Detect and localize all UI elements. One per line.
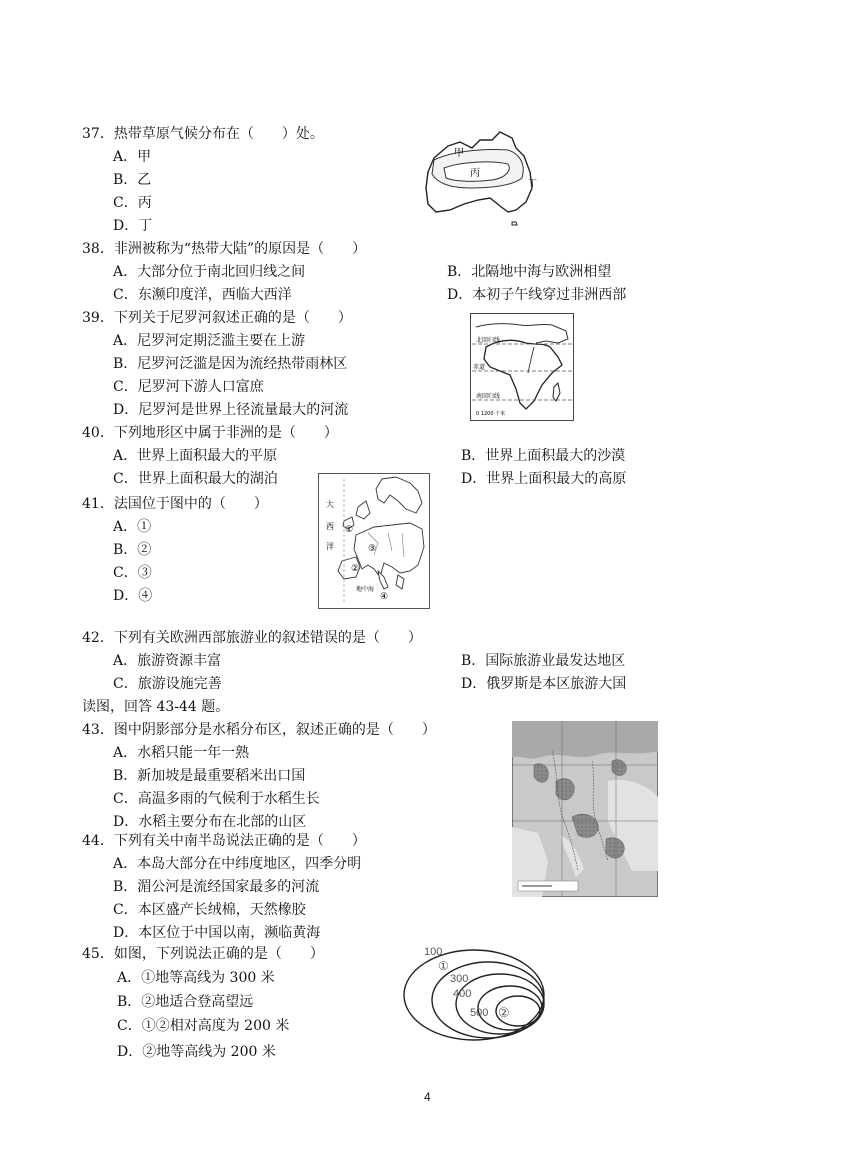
contour-300-label: 300 bbox=[450, 973, 469, 985]
q37-map-label-jia: 甲 bbox=[454, 148, 464, 159]
q38-option-d: D．本初子午线穿过非洲西部 bbox=[447, 287, 627, 303]
point-1-marker: ① bbox=[438, 959, 449, 973]
q44-option-c: C．本区盛产长绒棉，天然橡胶 bbox=[113, 902, 306, 918]
atlantic-label-xi: 西 bbox=[326, 522, 334, 531]
europe-marker-4: ④ bbox=[380, 592, 389, 602]
europe-map bbox=[318, 473, 430, 609]
q42-option-a: A．旅游资源丰富 bbox=[113, 653, 222, 669]
tropic-of-cancer-label: 北回归线 bbox=[476, 337, 501, 344]
q37-map-label-bing: 丙 bbox=[470, 168, 480, 179]
contour-100-label: 100 bbox=[424, 946, 443, 958]
indochina-rice-map bbox=[512, 721, 658, 897]
q38-stem: 38．非洲被称为“热带大陆”的原因是（ ） bbox=[82, 241, 367, 257]
q37-option-d: D．丁 bbox=[113, 218, 153, 234]
q39-option-d: D．尼罗河是世界上径流量最大的河流 bbox=[113, 402, 349, 418]
europe-marker-2: ② bbox=[351, 564, 360, 574]
europe-marker-3: ③ bbox=[368, 544, 377, 554]
q40-option-d: D．世界上面积最大的高原 bbox=[461, 471, 627, 487]
australia-climate-map bbox=[420, 128, 540, 226]
q44-option-b: B．湄公河是流经国家最多的河流 bbox=[113, 879, 320, 895]
q43-option-a: A．水稻只能一年一熟 bbox=[113, 745, 250, 761]
q37-option-a: A．甲 bbox=[113, 149, 152, 165]
q41-option-a: A．① bbox=[113, 519, 152, 535]
europe-marker-1: ① bbox=[345, 525, 354, 535]
q45-option-b: B．②地适合登高望远 bbox=[117, 994, 254, 1010]
reading-instruction: 读图，回答 43-44 题。 bbox=[82, 699, 230, 715]
tropic-of-capricorn-label: 南回归线 bbox=[476, 393, 501, 400]
q44-option-a: A．本岛大部分在中纬度地区，四季分明 bbox=[113, 856, 362, 872]
point-2-marker: ② bbox=[498, 1005, 510, 1020]
q44-stem: 44．下列有关中南半岛说法正确的是（ ） bbox=[82, 833, 366, 849]
q37-option-b: B．乙 bbox=[113, 172, 152, 188]
q37-option-c: C．丙 bbox=[113, 195, 152, 211]
contour-500-label: 500 bbox=[470, 1007, 489, 1019]
q42-option-c: C．旅游设施完善 bbox=[113, 676, 222, 692]
q42-option-d: D．俄罗斯是本区旅游大国 bbox=[461, 676, 627, 692]
contour-map bbox=[400, 942, 560, 1044]
q37-stem: 37．热带草原气候分布在（ ）处。 bbox=[82, 126, 324, 142]
q45-option-d: D．②地等高线为 200 米 bbox=[117, 1044, 276, 1060]
q43-option-d: D．水稻主要分布在北部的山区 bbox=[113, 814, 307, 830]
q43-option-b: B．新加坡是最重要稻米出口国 bbox=[113, 768, 306, 784]
q43-stem: 43．图中阴影部分是水稻分布区，叙述正确的是（ ） bbox=[82, 722, 436, 738]
equator-label: 赤道 bbox=[473, 364, 486, 371]
q41-option-b: B．② bbox=[113, 542, 152, 558]
q43-option-c: C．高温多雨的气候利于水稻生长 bbox=[113, 791, 320, 807]
atlantic-label-yang: 洋 bbox=[326, 542, 334, 551]
q39-option-a: A．尼罗河定期泛滥主要在上游 bbox=[113, 333, 306, 349]
q45-option-a: A．①地等高线为 300 米 bbox=[117, 970, 275, 986]
q42-option-b: B．国际旅游业最发达地区 bbox=[461, 653, 626, 669]
q40-option-b: B．世界上面积最大的沙漠 bbox=[461, 448, 626, 464]
q42-stem: 42．下列有关欧洲西部旅游业的叙述错误的是（ ） bbox=[82, 630, 422, 646]
q41-option-d: D．④ bbox=[113, 588, 153, 604]
map-scale: 0 1200 千米 bbox=[476, 411, 506, 417]
q41-stem: 41．法国位于图中的（ ） bbox=[82, 496, 268, 512]
africa-map bbox=[470, 313, 574, 421]
q39-option-c: C．尼罗河下游人口富庶 bbox=[113, 379, 264, 395]
q41-option-c: C．③ bbox=[113, 565, 152, 581]
q38-option-b: B．北隔地中海与欧洲相望 bbox=[447, 264, 612, 280]
q44-option-d: D．本区位于中国以南，濒临黄海 bbox=[113, 925, 321, 941]
q40-stem: 40．下列地形区中属于非洲的是（ ） bbox=[82, 425, 338, 441]
q45-option-c: C．①②相对高度为 200 米 bbox=[117, 1018, 290, 1034]
q39-option-b: B．尼罗河泛滥是因为流经热带雨林区 bbox=[113, 356, 348, 372]
page-number: 4 bbox=[424, 1090, 431, 1104]
mediterranean-label: 地中海 bbox=[356, 586, 375, 593]
q45-stem: 45．如图，下列说法正确的是（ ） bbox=[82, 946, 324, 962]
q38-option-c: C．东濒印度洋，西临大西洋 bbox=[113, 287, 292, 303]
q38-option-a: A．大部分位于南北回归线之间 bbox=[113, 264, 306, 280]
q37-map-label-ding: 丁 bbox=[528, 179, 538, 189]
contour-400-label: 400 bbox=[453, 988, 472, 1000]
q39-stem: 39．下列关于尼罗河叙述正确的是（ ） bbox=[82, 310, 352, 326]
atlantic-label-da: 大 bbox=[326, 500, 334, 509]
q40-option-c: C．世界上面积最大的湖泊 bbox=[113, 471, 278, 487]
q40-option-a: A．世界上面积最大的平原 bbox=[113, 448, 278, 464]
